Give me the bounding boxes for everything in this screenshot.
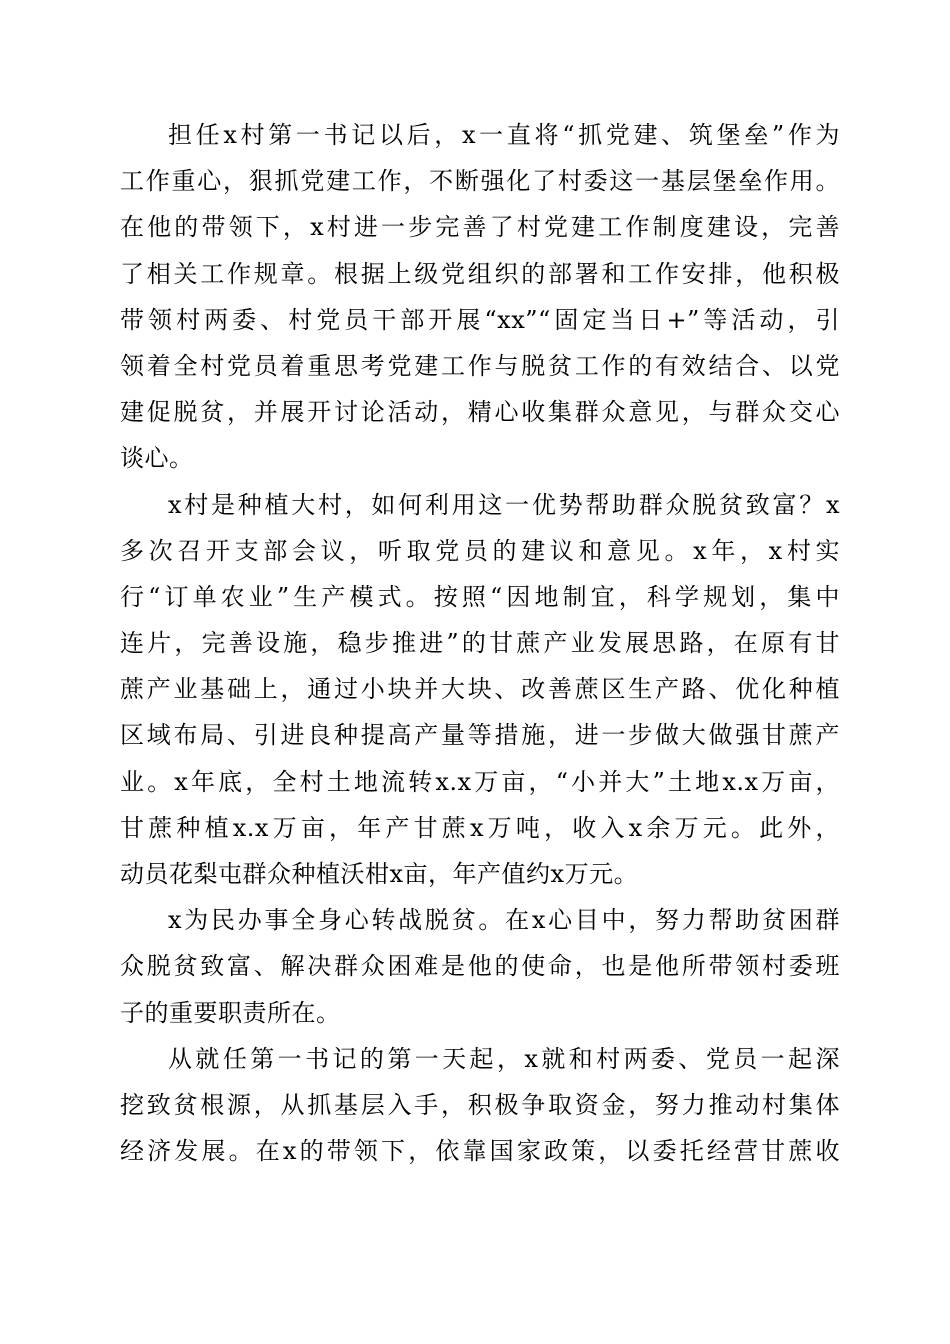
paragraph-line: 动员花梨屯群众种植沃柑x亩，年产值约x万元。 (120, 860, 639, 888)
paragraph-line: 多次召开支部会议，听取党员的建议和意见。x年，x村实 (120, 536, 840, 565)
paragraph-line: 担任x村第一书记以后，x一直将“抓党建、筑堡垒”作为 (168, 121, 840, 149)
paragraph-line: 从就任第一书记的第一天起，x就和村两委、党员一起深 (168, 1044, 840, 1073)
paragraph-line: 区域布局、引进良种提高产量等措施，进一步做大做强甘蔗产 (120, 721, 840, 750)
paragraph-line: 挖致贫根源，从抓基层入手，积极争取资金，努力推动村集体 (120, 1090, 840, 1119)
paragraph-line: 建促脱贫，并展开讨论活动，精心收集群众意见，与群众交心 (120, 398, 840, 427)
paragraph-line: 经济发展。在x的带领下，依靠国家政策，以委托经营甘蔗收 (120, 1137, 840, 1166)
paragraph-line: 众脱贫致富、解决群众困难是他的使命，也是他所带领村委班 (120, 952, 840, 981)
paragraph-1 (120, 112, 840, 482)
paragraph-line: 连片，完善设施，稳步推进”的甘蔗产业发展思路，在原有甘 (120, 629, 840, 658)
paragraph-line: 了相关工作规章。根据上级党组织的部署和工作安排，他积极 (120, 259, 840, 288)
paragraph-line: 蔗产业基础上，通过小块并大块、改善蔗区生产路、优化种植 (120, 675, 840, 704)
paragraph-line: 子的重要职责所在。 (120, 998, 341, 1027)
paragraph-line: 行“订单农业”生产模式。按照“因地制宜，科学规划，集中 (120, 582, 840, 611)
paragraph-line: 在他的带领下，x村进一步完善了村党建工作制度建设，完善 (120, 213, 840, 242)
document-body (120, 112, 840, 1174)
paragraph-line: 业。x年底，全村土地流转x.x万亩，“小并大”土地x.x万亩， (120, 767, 840, 796)
paragraph-3 (120, 897, 840, 1036)
paragraph-line: 领着全村党员着重思考党建工作与脱贫工作的有效结合、以党 (120, 351, 840, 380)
paragraph-line: 甘蔗种植x.x万亩，年产甘蔗x万吨，收入x余万元。此外， (120, 813, 840, 842)
paragraph-line: x为民办事全身心转战脱贫。在x心目中，努力帮助贫困群 (168, 906, 840, 935)
paragraph-line: 谈心。 (120, 444, 194, 473)
paragraph-2 (120, 482, 840, 898)
paragraph-line: x村是种植大村，如何利用这一优势帮助群众脱贫致富？x (168, 490, 840, 519)
paragraph-line: 工作重心，狠抓党建工作，不断强化了村委这一基层堡垒作用。 (120, 167, 840, 196)
paragraph-line: 带领村两委、村党员干部开展“xx”“固定当日+”等活动，引 (120, 305, 840, 334)
paragraph-4 (120, 1036, 840, 1175)
